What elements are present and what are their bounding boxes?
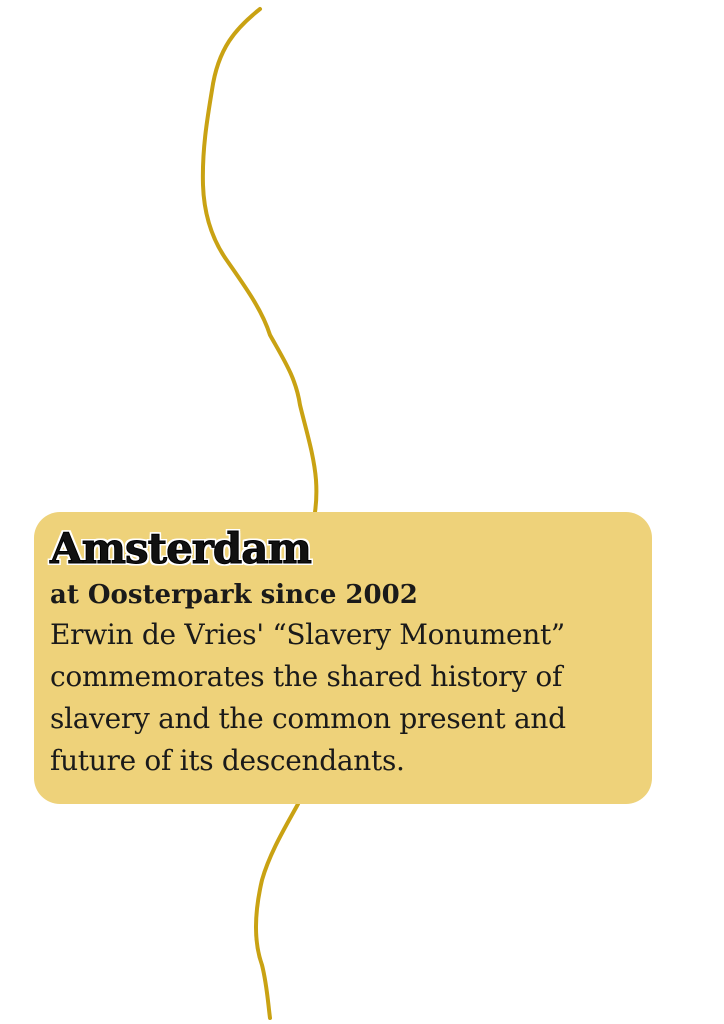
- monument-description: Erwin de Vries' “Slavery Monument” commemorates the shared history of slavery and the common present and future of its descendants.: [50, 618, 566, 777]
- route-line-top: [203, 9, 317, 512]
- city-title: Amsterdam: [50, 524, 311, 573]
- route-line-bottom: [256, 804, 298, 1018]
- location-card: [34, 512, 652, 804]
- location-subtitle: at Oosterpark since 2002: [50, 580, 418, 610]
